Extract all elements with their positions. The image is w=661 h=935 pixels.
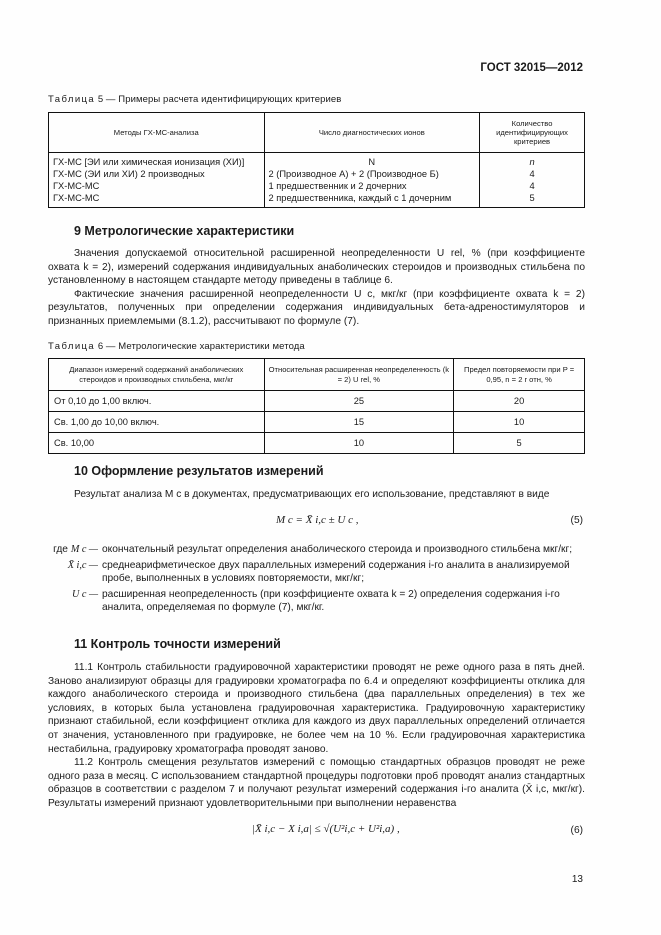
table5-caption-text: 5 — Примеры расчета идентифицирующих критериев [97,94,342,105]
list-item [48,559,585,586]
table5-header-criteria: Количество идентифицирующих критериев [480,113,585,153]
section11-title: 11 Контроль точности измерений [74,637,281,651]
table6-range: Св. 1,00 до 10,00 включ. [49,412,265,433]
where-list [48,543,585,615]
table5-method: ГХ-МС-МС [53,181,100,191]
formula-6: |X̄ i,c − X i,a| ≤ √(U²i,c + U²i,a) , [252,823,400,835]
table5-criteria-cell [480,153,585,208]
section9-body [48,247,585,329]
section9-title: 9 Метрологические характеристики [74,224,295,238]
table6-header-uncertainty: Относительная расширенная неопределенность (k = 2) U rel, % [264,359,454,391]
table5-ions: 2 (Производное А) + 2 (Производное Б) [268,169,439,179]
symbol-xic: X̄ i,c — [67,559,98,571]
table5-caption-word: Таблица [48,94,96,105]
table6-caption-text: 6 — Метрологические характеристики метода [97,341,305,352]
section10-paragraph1: Результат анализа M c в документах, предусматривающих его использование, представляют в виде [74,489,550,500]
table6-caption [48,341,305,352]
table6-range: От 0,10 до 1,00 включ. [49,391,265,412]
table-row [49,412,585,433]
section10-intro [48,488,585,502]
table5-ions: 1 предшественник и 2 дочерних [268,181,407,191]
table5-method: ГХ-МС-МС [53,193,100,203]
table6-range: Св. 10,00 [49,433,265,454]
table6-caption-word: Таблица [48,341,96,352]
table5-criteria: 4 [529,169,535,179]
table5-caption [48,94,341,105]
table5-ions-cell [264,153,480,208]
table5-ions: N [368,157,376,167]
table5-method: ГХ-МС (ЭИ или ХИ) 2 производных [53,169,205,179]
table5-header-ions: Число диагностических ионов [264,113,480,153]
table6-repeatability: 10 [454,412,585,433]
definition-mc: окончательный результат определения анаболического стероида и производного стильбена мкг/кг; [102,544,573,555]
table6-uncertainty: 15 [264,412,454,433]
formula-5: M c = X̄ i,c ± U c , [276,514,359,526]
table6-header-range: Диапазон измерений содержаний анаболических стероидов и производных стильбена, мкг/кг [49,359,265,391]
table5-ions: 2 предшественника, каждый с 1 дочерним [268,193,452,203]
table6-uncertainty: 10 [264,433,454,454]
table6-header-repeatability: Предел повторяемости при P = 0,95, n = 2 r отн, % [454,359,585,391]
section11-body [48,661,585,811]
table5-header-methods: Методы ГХ-МС-анализа [49,113,265,153]
section11-paragraph2: 11.2 Контроль смещения результатов измерений с помощью стандартных образцов проводят не реже одного раза в месяц. С использованием стандартной процедуры подготовки проб проводят анализ стандартных образцов в соответствии с разделом 7 и получают результат измерений содержания i-го аналита (X̄ i,c, мкг/кг). Результаты измерений признают удовлетворительными при выполнении неравенства [48,757,585,809]
page-number: 13 [571,874,583,885]
formula-6-number: (6) [570,825,583,836]
table5-method: ГХ-МС [ЭИ или химическая ионизация (ХИ)] [53,157,245,167]
table5-criteria: 5 [529,193,535,203]
list-item [48,588,585,615]
symbol-mc: M c — [70,544,98,555]
definition-xic: среднеарифметическое двух параллельных измерений содержания i-го аналита в анализируемой пробе, выполненных в условиях повторяемости, мкг/кг; [102,559,570,585]
table-row [49,391,585,412]
formula-5-number: (5) [570,515,583,526]
symbol-uc: U c — [71,588,98,600]
section9-paragraph1: Значения допускаемой относительной расширенной неопределенности U rel, % (при коэффициенте охвата k = 2), измерений содержания индивидуальных анаболических стероидов и производных стильбена по установленному в настоящем стандарте методу приведены в таблице 6. [48,248,585,287]
table6-uncertainty: 25 [264,391,454,412]
where-word-text: где [53,544,68,555]
table6-repeatability: 20 [454,391,585,412]
document-code: ГОСТ 32015—2012 [480,62,583,74]
where-word [48,543,98,557]
section10-title: 10 Оформление результатов измерений [74,464,324,478]
table5 [48,112,585,208]
table5-criteria: 4 [529,181,535,191]
definition-uc: расширенная неопределенность (при коэффициенте охвата k = 2) определения содержания i-го аналита, определяемая по формуле (7), мкг/кг. [102,588,560,614]
table-row [49,433,585,454]
list-item [48,543,585,557]
table6-repeatability: 5 [454,433,585,454]
table6 [48,358,585,454]
section9-paragraph2: Фактические значения расширенной неопределенности U c, мкг/кг (при коэффициенте охвата k = 2) результатов, полученных при определении содержания индивидуальных бета-адреностимуляторов и признанных приемлемыми (8.1.2), рассчитывают по формуле (7). [48,288,585,327]
table5-criteria: n [529,157,535,167]
table5-methods-cell [49,153,265,208]
section11-paragraph1: 11.1 Контроль стабильности градуировочной характеристики проводят не реже одного раза в пять дней. Заново анализируют образцы для градуировки хроматографа по 6.4 и определяют коэффициенты отклика для каждого анаболического стероида и производного стильбена (два параллельных определения) в тех же условиях, в которых была установлена градуировочная характеристика. Градуировочную характеристику признают стабильной, если коэффициент отклика для каждого из двух параллельных определений отличается от значения, установленного при градуировке, не более чем на 10 %. Если градуировочная характеристика нестабильна, градуировку хроматографа проводят заново. [48,662,585,755]
